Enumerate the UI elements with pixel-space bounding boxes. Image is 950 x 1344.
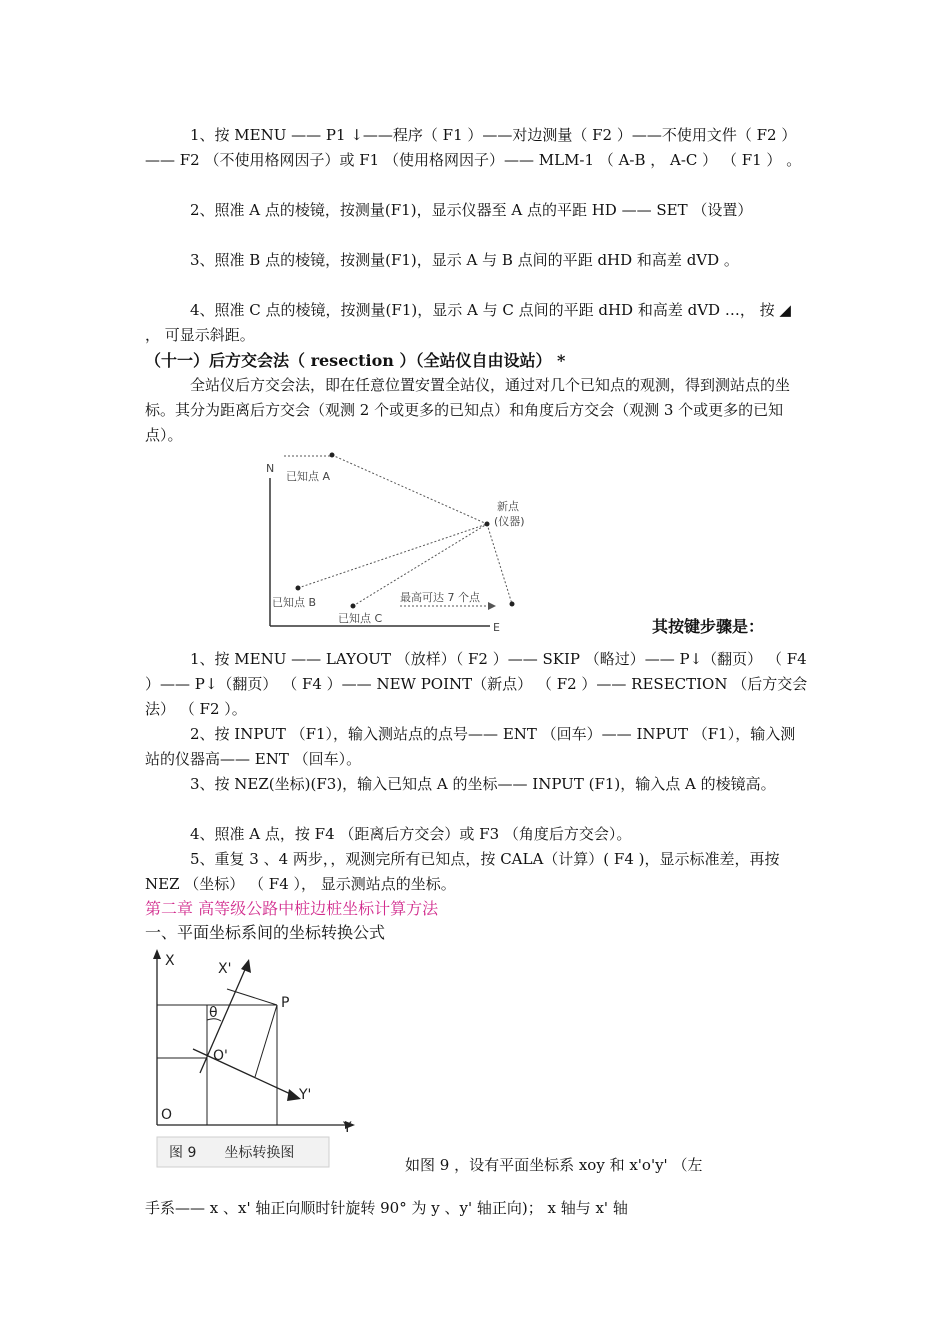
figure-reference-text: 如图 9 ，设有平面坐标系 xoy 和 x'o'y' （左 bbox=[405, 1156, 703, 1174]
resection-diagram bbox=[250, 448, 550, 638]
sight-line-b bbox=[298, 524, 487, 588]
paragraph-mlm-step1: 1、按 MENU —— P1 ↓——程序（ F1 ）——对边测量（ F2 ）——不使用文件（ F2 ）—— F2 （不使用格网因子）或 F1 （使用格网因子）—— MLM-1 （ A-B ， A-C ） （ F1 ） 。 bbox=[145, 126, 802, 169]
paragraph-resection-step2: 2、按 INPUT （F1），输入测站点的点号—— ENT （回车）—— INPUT （F1），输入测站的仪器高—— ENT （回车）。 bbox=[145, 725, 796, 768]
paragraph-resection-step5: 5、重复 3 、4 两步，，观测完所有已知点，按 CALA（计算）( F4 )，显示标准差，再按 NEZ （坐标） （ F4 ）， 显示测站点的坐标。 bbox=[145, 850, 780, 893]
paragraph-mlm-step4: 4、照准 C 点的棱镜，按测量(F1)，显示 A 与 C 点间的平距 dHD 和高差 dVD …， 按 ◢ ， 可显示斜距。 bbox=[145, 301, 791, 344]
y-prime-label: Y' bbox=[299, 1087, 312, 1103]
coordinate-transform-diagram bbox=[145, 945, 370, 1175]
section-heading-resection: （十一）后方交会法（ resection ）（全站仪自由设站） * bbox=[145, 351, 566, 370]
paragraph-mlm-step2: 2、照准 A 点的棱镜，按测量(F1)，显示仪器至 A 点的平距 HD —— SET （设置） bbox=[190, 201, 753, 219]
east-axis-label: E bbox=[493, 621, 500, 634]
known-point-b-label: 已知点 B bbox=[272, 596, 317, 609]
steps-title: 其按键步骤是： bbox=[652, 617, 765, 636]
new-point-marker bbox=[485, 522, 490, 527]
instrument-label: (仪器) bbox=[494, 515, 525, 528]
p-to-xprime-line bbox=[227, 989, 277, 1005]
figure-caption: 图 9 坐标转换图 bbox=[169, 1145, 295, 1161]
x-axis-arrow bbox=[153, 949, 161, 959]
sight-line-extra bbox=[487, 524, 512, 604]
max-points-note: 最高可达 7 个点 bbox=[400, 591, 480, 604]
y-axis-label: Y bbox=[343, 1120, 352, 1136]
extra-point-marker bbox=[510, 602, 515, 607]
point-p-label: P bbox=[281, 995, 290, 1011]
paragraph-resection-step1: 1、按 MENU —— LAYOUT （放样）（ F2 ）—— SKIP （略过）—— P↓（翻页） （ F4 ）—— P↓（翻页） （ F4 ）—— NEW POINT（新点） （ F2 ）—— RESECTION （后方交会法） （ F2 ）。 bbox=[145, 650, 808, 718]
arrow-head bbox=[488, 602, 496, 610]
north-axis-label: N bbox=[266, 462, 275, 475]
known-point-a-label: 已知点 A bbox=[286, 470, 331, 483]
known-point-c-marker bbox=[351, 604, 356, 609]
paragraph-resection-step3: 3、按 NEZ(坐标)(F3)，输入已知点 A 的坐标—— INPUT (F1)，输入点 A 的棱镜高。 bbox=[190, 775, 776, 793]
y-prime-axis bbox=[193, 1049, 297, 1097]
x-axis-label: X bbox=[165, 953, 175, 969]
known-point-c-label: 已知点 C bbox=[338, 612, 383, 625]
p-to-yprime-line bbox=[255, 1005, 277, 1077]
x-prime-axis-arrow bbox=[241, 959, 251, 973]
theta-label: θ bbox=[209, 1005, 218, 1021]
known-point-a-marker bbox=[330, 453, 335, 458]
paragraph-resection-step4: 4、照准 A 点，按 F4 （距离后方交会）或 F3 （角度后方交会）。 bbox=[190, 825, 632, 843]
new-point-label: 新点 bbox=[497, 500, 519, 513]
known-point-b-marker bbox=[296, 586, 301, 591]
origin-label: O bbox=[161, 1107, 173, 1123]
origin-prime-label: O' bbox=[213, 1048, 228, 1064]
chapter-title: 第二章 高等级公路中桩边桩坐标计算方法 bbox=[145, 899, 439, 918]
paragraph-resection-intro: 全站仪后方交会法，即在任意位置安置全站仪，通过对几个已知点的观测，得到测站点的坐标。其分为距离后方交会（观测 2 个或更多的已知点）和角度后方交会（观测 3 个或更多的已知点）。 bbox=[145, 376, 791, 444]
paragraph-mlm-step3: 3、照准 B 点的棱镜，按测量(F1)，显示 A 与 B 点间的平距 dHD 和高差 dVD 。 bbox=[190, 251, 739, 269]
paragraph-last-line: 手系—— x 、x' 轴正向顺时针旋转 90° 为 y 、y' 轴正向)； x 轴与 x' 轴 bbox=[145, 1199, 628, 1217]
sight-line-a bbox=[332, 455, 487, 524]
section-title: 一、平面坐标系间的坐标转换公式 bbox=[145, 923, 386, 942]
x-prime-label: X' bbox=[218, 961, 232, 977]
